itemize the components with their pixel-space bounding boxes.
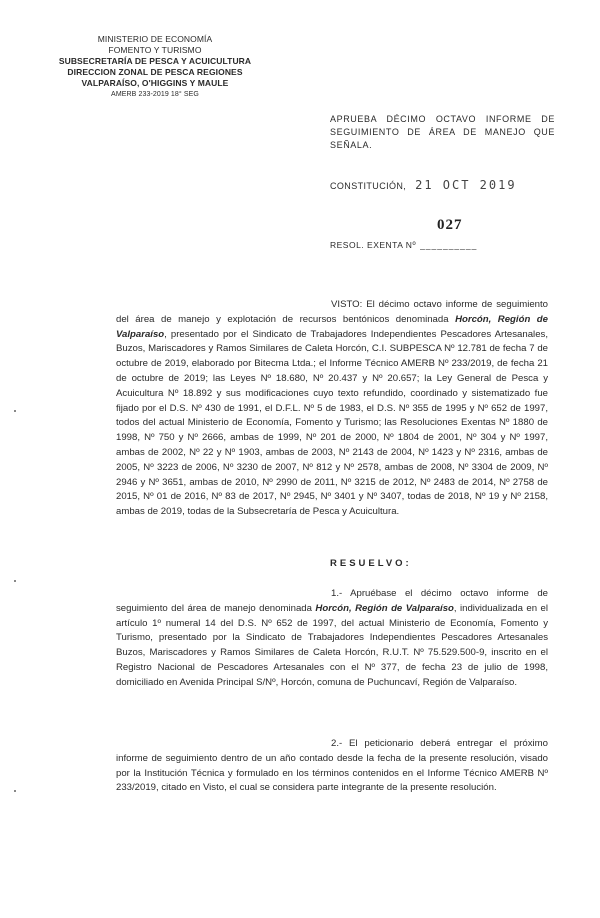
letterhead <box>40 34 270 100</box>
margin-dot <box>14 410 16 412</box>
resolution-label-line <box>330 240 477 250</box>
resolution-blank: __________ <box>420 240 478 250</box>
letterhead-subsecretariat: SUBSECRETARÍA DE PESCA Y ACUICULTURA <box>58 56 252 66</box>
place-date-line <box>330 178 517 192</box>
letterhead-reference: AMERB 233-2019 18° SEG <box>111 91 199 98</box>
p1-rest: , individualizada en el artículo 1º numeral 14 del D.S. Nº 652 de 1997, del actual Ministerio de Economía, Fomento y Turismo, presentado por la Sindicato de Trabajadores Independientes Pescadores Artesanales Buzos, Mariscadores y Ramos Similares de Caleta Horcón, R.U.T. Nº 75.529.500-9, inscrito en el Registro Nacional de Pescadores Artesanales con el Nº 377, de fecha 23 de julio de 1998, domiciliado en Avenida Principal S/Nº, Horcón, comuna de Puchuncaví, Región de Valparaíso. <box>116 602 548 688</box>
p1-area-name: Horcón, Región de Valparaíso <box>315 602 454 614</box>
visto-paragraph <box>116 298 548 520</box>
visto-area-name: Horcón, Región de Valparaíso <box>116 313 548 340</box>
letterhead-regions: VALPARAÍSO, O'HIGGINS Y MAULE <box>81 78 229 88</box>
p1-lead: 1.- Apruébase el décimo octavo informe de seguimiento del área de manejo denominada <box>116 588 548 614</box>
letterhead-direction: DIRECCION ZONAL DE PESCA REGIONES <box>67 67 243 77</box>
date-stamp: 21 OCT 2019 <box>415 178 517 192</box>
city-label: CONSTITUCIÓN, <box>330 181 407 191</box>
resolution-subject: APRUEBA DÉCIMO OCTAVO INFORME DE SEGUIMIENTO DE ÁREA DE MANEJO QUE SEÑALA. <box>330 114 555 150</box>
visto-lead: VISTO: El décimo octavo informe de seguimiento del área de manejo y explotación de recursos bentónicos denominada <box>116 299 548 325</box>
letterhead-ministry: MINISTERIO DE ECONOMÍA <box>97 34 213 44</box>
visto-rest: , presentado por el Sindicato de Trabajadores Independientes Pescadores Artesanales, Buzos, Mariscadores y Ramos Similares de Caleta Horcón, C.I. SUBPESCA Nº 12.781 de fecha 7 de octubre de 2019, elaborado por Bitecma Ltda.; el Informe Técnico AMERB Nº 233/2019, de fecha 21 de octubre de 2019; las Leyes Nº 18.680, Nº 20.437 y Nº 20.657; la Ley General de Pesca y Acuicultura Nº 18.892 y sus modificaciones cuyo texto refundido, coordinado y sistematizado fue fijado por el D.S. Nº 430 de 1991, el D.F.L. Nº 5 de 1983, el D.S. Nº 355 de 1995 y Nº 652 de 1997, todos del actual Ministerio de Economía, Fomento y Turismo; las Resoluciones Exentas Nº 1880 de 1998, Nº 750 y Nº 2666, ambas de 1999, Nº 201 de 2000, Nº 1804 de 2001, Nº 304 y Nº 1997, ambas de 2002, Nº 22 y Nº 1903, ambas de 2003, Nº 2143 de 2004, Nº 1423 y Nº 2316, ambas de 2005, Nº 3223 de 2006, Nº 3230 de 2007, Nº 812 y Nº 2578, ambas de 2008, Nº 3304 de 2009, Nº 2946 y Nº 3651, ambas de 2010, Nº 2990 de 2011, Nº 3215 de 2012, Nº 2483 de 2014, Nº 2758 de 2015, Nº 01 de 2016, Nº 83 de 2017, Nº 2945, Nº 3401 y Nº 3407, todas de 2018, Nº 19 y Nº 2158, ambas de 2019, todas de la Subsecretaría de Pesca y Acuicultura. <box>116 328 548 518</box>
resuelvo-heading: RESUELVO: <box>330 558 412 569</box>
resuelvo-paragraph-2: 2.- El peticionario deberá entregar el próximo informe de seguimiento dentro de un año contado desde la fecha de la presente resolución, visado por la Institución Técnica y formulado en los términos contenidos en el Informe Técnico AMERB Nº 233/2019, citado en Visto, el cual se considera parte integrante de la presente resolución. <box>116 738 548 794</box>
resolution-number: 027 <box>437 217 463 233</box>
margin-dot <box>14 790 16 792</box>
resolution-label: RESOL. EXENTA Nº <box>330 240 417 250</box>
margin-dot <box>14 580 16 582</box>
resuelvo-paragraph-1 <box>116 587 548 691</box>
letterhead-ministry-sub: FOMENTO Y TURISMO <box>108 45 202 55</box>
